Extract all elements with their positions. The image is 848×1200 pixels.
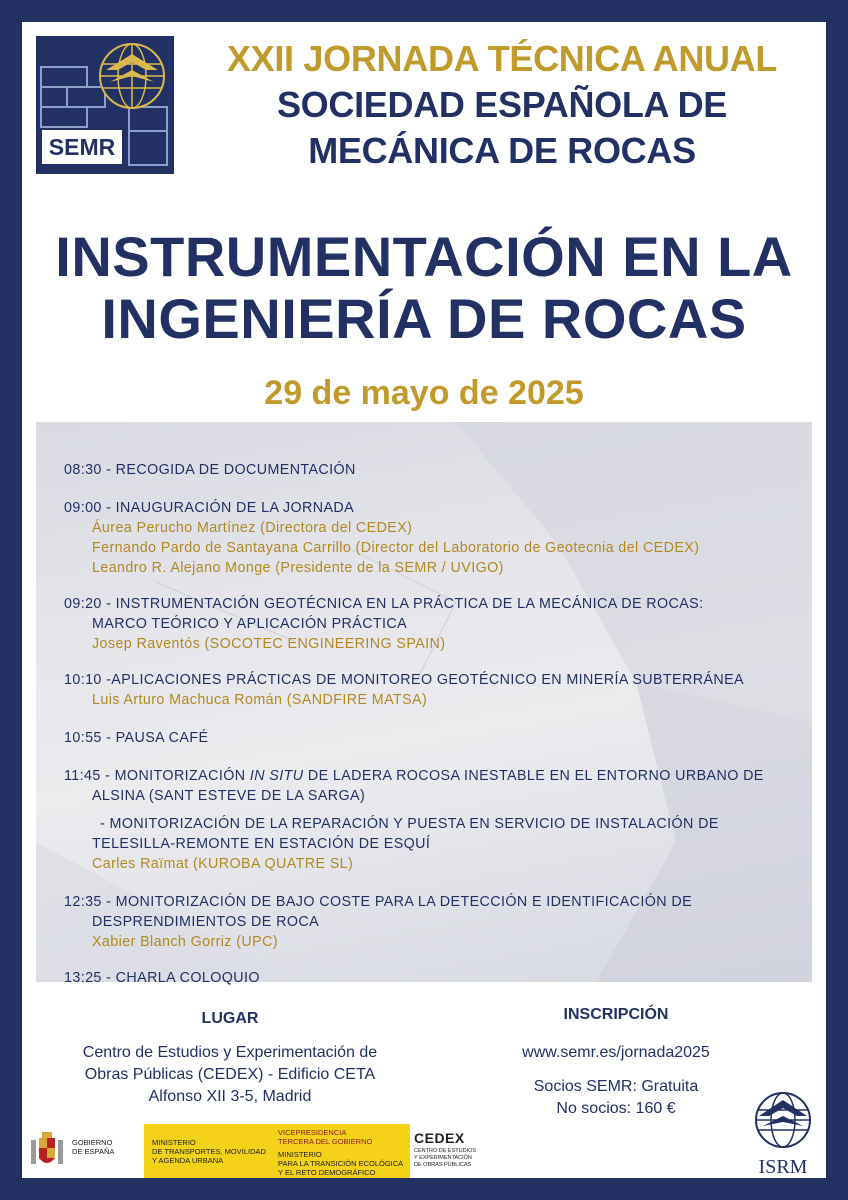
venue-heading: LUGAR — [201, 1010, 259, 1027]
programme-panel — [36, 422, 812, 986]
programme-line: DESPRENDIMIENTOS DE ROCA — [92, 914, 319, 930]
programme-line: 10:10 -APLICACIONES PRÁCTICAS DE MONITOREO GEOTÉCNICO EN MINERÍA SUBTERRÁNEA — [64, 672, 744, 688]
semr-logo-text: SEMR — [42, 130, 122, 164]
programme-item — [64, 460, 804, 480]
semr-logo — [36, 36, 174, 174]
programme-item — [64, 968, 804, 988]
event-date: 29 de mayo de 2025 — [264, 374, 584, 412]
edition-heading: XXII JORNADA TÉCNICA ANUAL — [226, 38, 778, 79]
isrm-logo: ISRM — [734, 1086, 826, 1178]
speaker: Leandro R. Alejano Monge (Presidente de la SEMR / UVIGO) — [92, 560, 504, 576]
speaker: Josep Raventós (SOCOTEC ENGINEERING SPAIN) — [92, 636, 446, 652]
programme-line: 09:20 - INSTRUMENTACIÓN GEOTÉCNICA EN LA PRÁCTICA DE LA MECÁNICA DE ROCAS: — [64, 596, 704, 612]
speaker: Carles Raïmat (KUROBA QUATRE SL) — [92, 856, 354, 872]
programme-item — [64, 498, 804, 578]
programme-line: 11:45 - MONITORIZACIÓN IN SITU DE LADERA ROCOSA INESTABLE EN EL ENTORNO URBANO DE — [64, 768, 764, 784]
gobierno-block: GOBIERNO DE ESPAÑA — [22, 1124, 144, 1178]
registration-fees: Socios SEMR: Gratuita No socios: 160 € — [533, 1078, 699, 1117]
society-name-line2: MECÁNICA DE ROCAS — [308, 130, 696, 171]
programme-item — [64, 728, 804, 748]
venue-address: Centro de Estudios y Experimentación de Obras Públicas (CEDEX) - Edificio CETA Alfonso XII 3-5, Madrid — [82, 1044, 378, 1105]
programme-item — [64, 892, 804, 952]
registration-url[interactable]: www.semr.es/jornada2025 — [522, 1044, 710, 1061]
programme-line: TELESILLA-REMONTE EN ESTACIÓN DE ESQUÍ — [92, 836, 431, 852]
programme-line: 13:25 - CHARLA COLOQUIO — [64, 970, 260, 986]
programme-item — [92, 814, 812, 874]
programme-item — [64, 670, 804, 710]
coat-of-arms-icon — [28, 1130, 66, 1172]
poster — [22, 22, 826, 1178]
programme-line: ALSINA (SANT ESTEVE DE LA SARGA) — [92, 788, 366, 804]
programme-line: 08:30 - RECOGIDA DE DOCUMENTACIÓN — [64, 462, 356, 478]
programme-line: - MONITORIZACIÓN DE LA REPARACIÓN Y PUESTA EN SERVICIO DE INSTALACIÓN DE — [100, 816, 719, 832]
registration-heading: INSCRIPCIÓN — [563, 1006, 669, 1023]
event-title-line2: INGENIERÍA DE ROCAS — [101, 287, 747, 350]
cedex-logo: CEDEX CENTRO DE ESTUDIOS Y EXPERIMENTACIÓN DE OBRAS PÚBLICAS — [408, 1124, 488, 1178]
globe-icon — [96, 40, 168, 112]
programme-item — [64, 766, 804, 806]
speaker: Xabier Blanch Gorriz (UPC) — [92, 934, 278, 950]
programme-line: 10:55 - PAUSA CAFÉ — [64, 730, 209, 746]
programme-item — [64, 594, 804, 654]
programme-line: MARCO TEÓRICO Y APLICACIÓN PRÁCTICA — [92, 616, 408, 632]
event-title-line1: INSTRUMENTACIÓN EN LA — [55, 225, 793, 288]
isrm-globe-icon — [753, 1090, 813, 1150]
programme-line: 12:35 - MONITORIZACIÓN DE BAJO COSTE PARA LA DETECCIÓN E IDENTIFICACIÓN DE — [64, 894, 693, 910]
speaker: Áurea Perucho Martínez (Directora del CEDEX) — [92, 520, 413, 536]
vicepresidencia: VICEPRESIDENCIA TERCERA DEL GOBIERNO — [278, 1128, 373, 1146]
programme-line: 09:00 - INAUGURACIÓN DE LA JORNADA — [64, 500, 355, 516]
society-name-line1: SOCIEDAD ESPAÑOLA DE — [276, 84, 728, 125]
speaker: Luis Arturo Machuca Román (SANDFIRE MATSA) — [92, 692, 428, 708]
speaker: Fernando Pardo de Santayana Carrillo (Director del Laboratorio de Geotecnia del CEDEX) — [92, 540, 700, 556]
ministry-transport: MINISTERIO DE TRANSPORTES, MOVILIDAD Y AGENDA URBANA — [152, 1138, 266, 1165]
ministry-ecology: MINISTERIO PARA LA TRANSICIÓN ECOLÓGICA Y EL RETO DEMOGRÁFICO — [278, 1150, 404, 1177]
